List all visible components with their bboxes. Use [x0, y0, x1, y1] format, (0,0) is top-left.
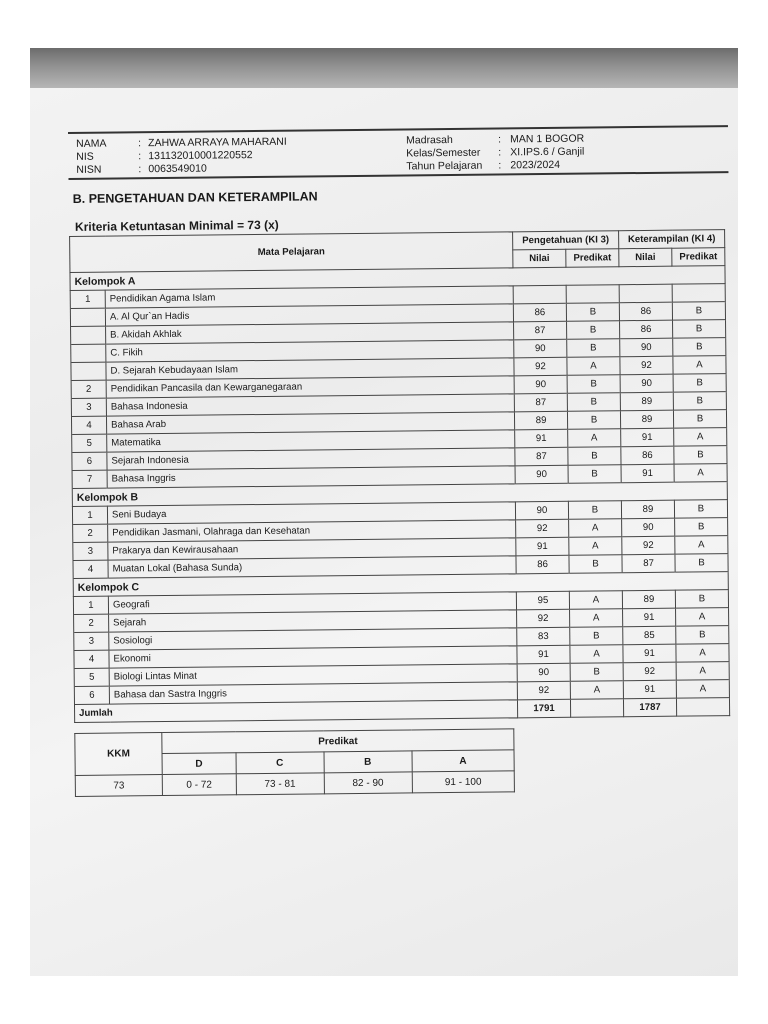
subject-name: D. Sejarah Kebudayaan Islam: [106, 358, 514, 380]
jumlah-blank: [676, 698, 729, 717]
nilai-ki4: 92: [623, 662, 676, 681]
row-number: [71, 326, 106, 344]
predikat-ki3: A: [569, 519, 622, 538]
sep: :: [138, 150, 142, 163]
nilai-ki4: 87: [622, 554, 675, 573]
predikat-ki4: B: [673, 320, 726, 339]
predikat-ki4: B: [676, 626, 729, 645]
nilai-ki4: 90: [620, 338, 673, 357]
predikat-ki3: [566, 285, 619, 304]
madrasah-label: Madrasah: [406, 133, 453, 147]
subject-name: Ekonomi: [109, 646, 517, 668]
header-predikat-ki3: Predikat: [566, 249, 619, 268]
nilai-ki3: 83: [517, 627, 570, 646]
nilai-ki3: 95: [516, 591, 569, 610]
predikat-ki3: A: [569, 591, 622, 610]
nilai-ki4: 89: [620, 410, 673, 429]
nilai-ki3: 89: [514, 411, 567, 430]
predikat-ki3: B: [569, 555, 622, 574]
nisn-label: NISN: [76, 163, 102, 176]
nilai-ki4: 91: [621, 464, 674, 483]
subject-name: Bahasa Arab: [106, 412, 514, 434]
group-name: Kelompok A: [70, 266, 725, 291]
jumlah-ki4: 1787: [623, 698, 676, 717]
predikat-ki3: A: [568, 429, 621, 448]
nilai-ki3: 91: [516, 537, 569, 556]
range-a: 91 - 100: [412, 771, 515, 793]
nilai-ki4: 91: [623, 608, 676, 627]
predikat-ki4: [672, 284, 725, 303]
report-page: [30, 88, 738, 976]
kkm-table: [74, 728, 515, 797]
section-title: B. PENGETAHUAN DAN KETERAMPILAN: [72, 189, 318, 206]
header-pengetahuan: Pengetahuan (KI 3): [513, 231, 619, 250]
subject-name: Sosiologi: [109, 628, 517, 650]
row-number: 4: [71, 416, 106, 434]
predikat-ki4: B: [675, 518, 728, 537]
predikat-ki4: A: [675, 536, 728, 555]
nilai-ki3: 86: [516, 555, 569, 574]
subject-name: Muatan Lokal (Bahasa Sunda): [108, 556, 516, 578]
row-number: 7: [72, 470, 107, 488]
kkm-value: 73: [75, 775, 162, 797]
row-number: 4: [73, 560, 108, 578]
header-mata-pelajaran: Mata Pelajaran: [70, 232, 513, 273]
background-fabric: [30, 48, 738, 90]
predikat-ki3: A: [570, 609, 623, 628]
predikat-ki4: B: [675, 554, 728, 573]
predikat-ki3: B: [567, 393, 620, 412]
header-nilai-ki3: Nilai: [513, 249, 566, 268]
nilai-ki3: 90: [515, 501, 568, 520]
report-sheet: [68, 125, 735, 797]
student-identity: [68, 125, 728, 180]
subject-name: Pendidikan Pancasila dan Kewarganegaraan: [106, 376, 514, 398]
nis-value: 131132010001220552: [148, 149, 253, 163]
range-c: 73 - 81: [236, 773, 324, 795]
predikat-ki4: B: [673, 338, 726, 357]
predikat-ki3: B: [568, 447, 621, 466]
nilai-ki4: 89: [620, 392, 673, 411]
subject-name: Bahasa Inggris: [107, 466, 515, 488]
predikat-ki3: B: [568, 501, 621, 520]
predikat-ki4: B: [673, 392, 726, 411]
subject-name: Prakarya dan Kewirausahaan: [108, 538, 516, 560]
sep: :: [138, 137, 142, 150]
nisn-value: 0063549010: [148, 162, 207, 176]
row-number: [71, 344, 106, 362]
nilai-ki3: 87: [514, 321, 567, 340]
sep: :: [498, 133, 502, 146]
row-number: 2: [71, 380, 106, 398]
subject-name: B. Akidah Akhlak: [106, 322, 514, 344]
subject-name: C. Fikih: [106, 340, 514, 362]
jumlah-blank: [570, 699, 623, 718]
nilai-ki4: 85: [623, 626, 676, 645]
group-name: Kelompok C: [73, 572, 728, 597]
header-nilai-ki4: Nilai: [619, 248, 672, 267]
nilai-ki3: 87: [514, 393, 567, 412]
row-number: 2: [73, 524, 108, 542]
predikat-ki4: A: [676, 662, 729, 681]
kkm-title: Kriteria Ketuntasan Minimal = 73 (x): [74, 217, 279, 234]
grade-a: A: [412, 750, 515, 772]
subject-name: Bahasa dan Sastra Inggris: [109, 682, 517, 704]
nilai-ki3: 90: [514, 375, 567, 394]
grade-b: B: [324, 751, 412, 773]
predikat-ki4: B: [674, 500, 727, 519]
row-number: 1: [70, 290, 105, 308]
nilai-ki3: 91: [517, 645, 570, 664]
nilai-ki3: 90: [515, 465, 568, 484]
predikat-ki4: B: [673, 374, 726, 393]
subject-name: Geografi: [108, 592, 516, 614]
grade-c: C: [236, 752, 324, 774]
kelas-label: Kelas/Semester: [406, 146, 481, 160]
sep: :: [138, 163, 142, 176]
row-number: 3: [74, 632, 109, 650]
nilai-ki4: 89: [622, 590, 675, 609]
predikat-ki4: A: [676, 644, 729, 663]
predikat-ki3: B: [570, 627, 623, 646]
predikat-ki3: B: [567, 375, 620, 394]
row-number: [71, 362, 106, 380]
subject-name: Sejarah Indonesia: [107, 448, 515, 470]
predikat-ki4: B: [675, 590, 728, 609]
predikat-ki3: B: [568, 465, 621, 484]
sep: :: [498, 159, 502, 172]
header-predikat-ki4: Predikat: [672, 248, 725, 267]
subject-name: Pendidikan Agama Islam: [105, 286, 513, 308]
nilai-ki4: 89: [621, 500, 674, 519]
predikat-ki4: A: [676, 608, 729, 627]
nilai-ki3: 86: [513, 303, 566, 322]
group-name: Kelompok B: [72, 482, 727, 507]
row-number: 3: [73, 542, 108, 560]
identity-right: [406, 131, 726, 172]
row-number: 6: [72, 452, 107, 470]
row-number: 5: [72, 434, 107, 452]
predikat-ki3: A: [569, 537, 622, 556]
nilai-ki4: 86: [621, 446, 674, 465]
predikat-ki3: B: [566, 303, 619, 322]
subject-name: Sejarah: [109, 610, 517, 632]
predikat-ki4: B: [673, 410, 726, 429]
nilai-ki3: 92: [514, 357, 567, 376]
sep: :: [498, 146, 502, 159]
nilai-ki4: 91: [623, 644, 676, 663]
nilai-ki4: 86: [620, 320, 673, 339]
nama-value: ZAHWA ARRAYA MAHARANI: [148, 135, 287, 150]
subject-name: A. Al Qur`an Hadis: [105, 304, 513, 326]
identity-left: [68, 134, 406, 176]
header-keterampilan: Keterampilan (KI 4): [619, 230, 725, 249]
kelas-value: XI.IPS.6 / Ganjil: [510, 145, 585, 159]
nama-label: NAMA: [76, 137, 107, 150]
predikat-ki3: B: [567, 339, 620, 358]
row-number: [70, 308, 105, 326]
subject-name: Bahasa Indonesia: [106, 394, 514, 416]
kkm-label: KKM: [75, 733, 162, 776]
predikat-ki3: A: [570, 645, 623, 664]
predikat-ki3: A: [567, 357, 620, 376]
grade-d: D: [162, 753, 236, 775]
nilai-ki3: 91: [515, 429, 568, 448]
nilai-ki4: 86: [619, 302, 672, 321]
predikat-ki3: B: [567, 411, 620, 430]
row-number: 2: [74, 614, 109, 632]
nilai-ki4: 92: [620, 356, 673, 375]
range-d: 0 - 72: [162, 774, 236, 796]
grades-body: [70, 266, 730, 723]
predikat-ki4: A: [674, 428, 727, 447]
nilai-ki4: [619, 284, 672, 303]
jumlah-label: Jumlah: [74, 700, 517, 723]
row-number: 6: [74, 686, 109, 704]
nilai-ki4: 91: [621, 428, 674, 447]
nilai-ki3: 92: [516, 519, 569, 538]
predikat-ki4: B: [674, 446, 727, 465]
nilai-ki4: 92: [622, 536, 675, 555]
nilai-ki3: 90: [514, 339, 567, 358]
predikat-ki3: A: [570, 681, 623, 700]
nilai-ki3: 87: [515, 447, 568, 466]
predikat-ki4: A: [676, 680, 729, 699]
predikat-ki4: A: [673, 356, 726, 375]
range-b: 82 - 90: [324, 772, 412, 794]
predikat-ki3: B: [570, 663, 623, 682]
row-number: 1: [72, 506, 107, 524]
subject-name: Seni Budaya: [107, 502, 515, 524]
subject-name: Matematika: [107, 430, 515, 452]
tahun-label: Tahun Pelajaran: [406, 159, 483, 173]
nilai-ki4: 90: [622, 518, 675, 537]
tahun-value: 2023/2024: [510, 158, 561, 172]
row-number: 1: [73, 596, 108, 614]
row-number: 4: [74, 650, 109, 668]
predikat-ki4: A: [674, 464, 727, 483]
nilai-ki3: 92: [517, 609, 570, 628]
grades-table: [69, 229, 730, 723]
predikat-ki3: B: [567, 321, 620, 340]
predikat-label: Predikat: [162, 729, 514, 754]
nilai-ki3: 90: [517, 663, 570, 682]
subject-name: Biologi Lintas Minat: [109, 664, 517, 686]
row-number: 5: [74, 668, 109, 686]
subject-name: Pendidikan Jasmani, Olahraga dan Kesehatan: [108, 520, 516, 542]
nilai-ki4: 90: [620, 374, 673, 393]
nis-label: NIS: [76, 150, 94, 163]
jumlah-ki3: 1791: [517, 699, 570, 718]
madrasah-value: MAN 1 BOGOR: [510, 132, 585, 146]
nilai-ki3: [513, 285, 566, 304]
nilai-ki4: 91: [623, 680, 676, 699]
row-number: 3: [71, 398, 106, 416]
nilai-ki3: 92: [517, 681, 570, 700]
predikat-ki4: B: [672, 302, 725, 321]
